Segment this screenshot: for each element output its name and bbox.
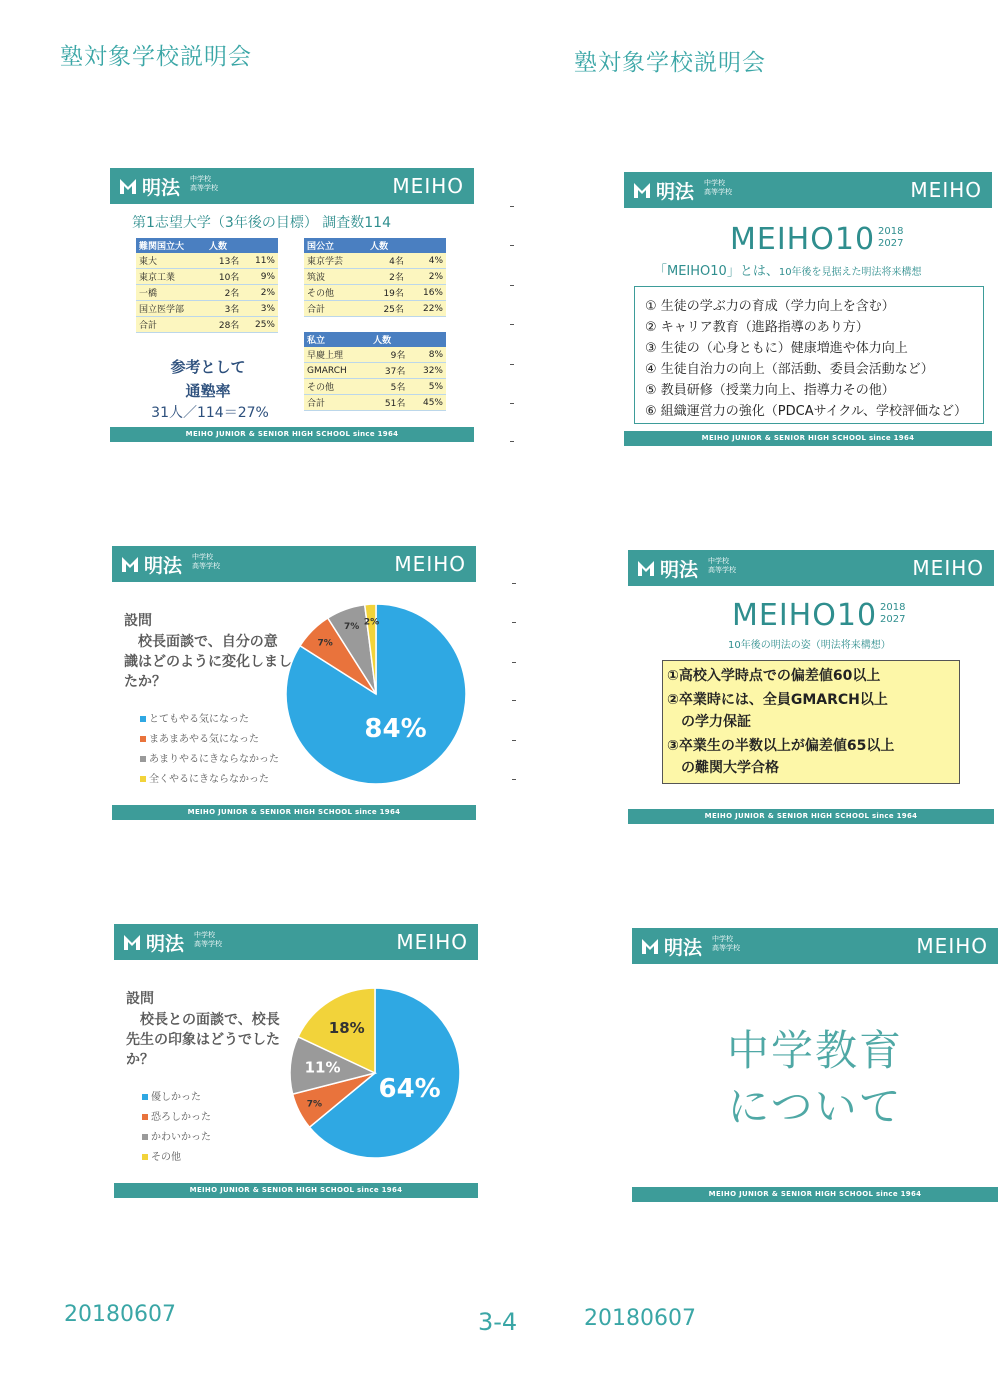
margin-tick [512,740,516,741]
meiho-logo-icon [118,176,138,196]
margin-tick [510,245,514,246]
goal-item: ⑥ 組織運営力の強化（PDCAサイクル、学校評価など） [645,404,968,419]
section-title-line1: 中学教育 [726,1026,903,1075]
table-row: 合計 28名 25% [136,317,278,333]
table-national-elite [136,238,278,333]
goal-item: ① 生徒の学ぶ力の育成（学力向上を含む） [645,299,895,314]
slide-title: 第1志望大学（3年後の目標） 調査数114 [132,215,391,231]
question-line: たか？ [124,674,166,690]
legend-item: まあまあやる気になった [140,730,259,745]
slide-footer: MEIHO JUNIOR & SENIOR HIGH SCHOOL since 1964 [114,1183,478,1198]
table-row: 早慶上理 9名 8% [304,347,446,363]
question-heading: 設問 [124,613,152,629]
pie-data-label: 18% [328,1019,365,1038]
logo-text: 明法 [144,555,183,577]
note-reference: 参考として [170,358,246,376]
slide-header [112,546,476,582]
table-header: 国公立 [304,238,367,253]
slide-footer: MEIHO JUNIOR & SENIOR HIGH SCHOOL since 1964 [632,1187,998,1202]
margin-tick [512,662,516,663]
meiho-logo-icon [632,180,652,200]
legend-item: 恐ろしかった [142,1108,211,1123]
brand-name: MEIHO [394,552,466,576]
logo-sub: 中学校 高等学校 [190,175,218,192]
table-row: その他 19名 16% [304,285,446,301]
pie-data-label: 84% [364,713,427,744]
slide-meiho10-overview [624,172,992,446]
question-line: 校長面談で、自分の意 [124,634,278,650]
table-header: 難関国立大 [136,238,206,253]
table-row: 筑波 2名 2% [304,269,446,285]
slide-header [624,172,992,208]
legend-item: 優しかった [142,1088,201,1103]
meiho-logo-icon [122,932,142,952]
margin-tick [510,403,514,404]
vision-line: ③卒業生の半数以上が偏差値65以上 [667,738,895,754]
question-line: 識はどのように変化しまし [124,654,292,670]
logo-sub: 中学校 高等学校 [194,931,222,948]
table-row: 合計 51名 45% [304,395,446,411]
slide-header [114,924,478,960]
logo-sub: 中学校 高等学校 [708,557,736,574]
meiho10-subtitle: 10年後の明法の姿（明法将来構想） [728,640,891,651]
slide-survey-impression [114,924,478,1198]
meiho10-goals-box [634,286,984,424]
table-row: 一橋 2名 2% [136,285,278,301]
footer-date-right: 20180607 [584,1306,696,1331]
table-row: 東京学芸 4名 4% [304,253,446,269]
table-row: 合計 25名 22% [304,301,446,317]
meiho10-years: 2018 2027 [878,226,904,249]
margin-tick [512,622,516,623]
vision-line: の難関大学合格 [667,760,779,776]
pie-data-label: 7% [317,638,333,649]
legend-item: とてもやる気になった [140,710,249,725]
slide-junior-high-education [632,928,998,1202]
slide-footer: MEIHO JUNIOR & SENIOR HIGH SCHOOL since 1964 [110,427,474,442]
table-header: 私立 [304,332,370,347]
table-private [304,332,446,411]
pie-data-label: 11% [304,1058,341,1077]
note-attendance: 通塾率 [185,382,231,400]
logo-text: 明法 [656,181,695,203]
logo-text: 明法 [660,559,699,581]
logo-sub: 中学校 高等学校 [712,935,740,952]
note-ratio: 31人／114＝27% [151,405,269,421]
question-heading: 設問 [126,991,154,1007]
margin-tick [510,364,514,365]
slide-footer: MEIHO JUNIOR & SENIOR HIGH SCHOOL since 1964 [628,809,994,824]
meiho10-years: 2018 2027 [880,602,906,625]
meiho10-subtitle: 「MEIHO10」とは、10年後を見据えた明法将来構想 [654,264,922,279]
question-line: か？ [126,1052,154,1068]
legend-item: その他 [142,1148,181,1163]
legend-item: かわいかった [142,1128,211,1143]
margin-tick [510,324,514,325]
section-title-line2: について [727,1082,903,1131]
logo-text: 明法 [664,937,703,959]
margin-tick [512,583,516,584]
logo-sub: 中学校 高等学校 [704,179,732,196]
meiho-logo-icon [636,558,656,578]
table-header: 人数 [367,238,446,253]
question-line: 校長との面談で、校長 [126,1012,280,1028]
slide-survey-motivation [112,546,476,820]
question-line: 先生の印象はどうでした [126,1032,280,1048]
table-row: 国立医学部 3名 3% [136,301,278,317]
slide-header [628,550,994,586]
margin-tick [510,206,514,207]
goal-item: ④ 生徒自治力の向上（部活動、委員会活動など） [645,362,934,377]
logo-sub: 中学校 高等学校 [192,553,220,570]
table-row: GMARCH 37名 32% [304,363,446,379]
vision-line: の学力保証 [667,714,751,730]
brand-name: MEIHO [392,174,464,198]
slide-meiho10-vision [628,550,994,824]
pie-data-label: 7% [306,1099,323,1110]
table-header: 人数 [370,332,446,347]
vision-line: ①高校入学時点での偏差値60以上 [667,668,881,684]
table-header: 人数 [206,238,278,253]
slide-university-targets [110,168,474,442]
meiho10-title: MEIHO10 [730,222,876,257]
table-row: その他 5名 5% [304,379,446,395]
meiho-logo-icon [640,936,660,956]
margin-tick [510,285,514,286]
brand-name: MEIHO [396,930,468,954]
page-heading-right: 塾対象学校説明会 [574,50,766,76]
pie-data-label: 7% [343,621,360,632]
footer-date-left: 20180607 [64,1302,176,1327]
goal-item: ⑤ 教員研修（授業力向上、指導力その他） [645,383,895,398]
legend-item: あまりやるにきならなかった [140,750,279,765]
legend-item: 全くやるにきならなかった [140,770,269,785]
meiho-logo-icon [120,554,140,574]
pie-data-label: 2% [363,617,380,628]
margin-tick [512,779,516,780]
logo-text: 明法 [146,933,185,955]
pie-chart [284,602,468,786]
table-row: 東大 13名 11% [136,253,278,269]
meiho10-title: MEIHO10 [732,598,878,633]
margin-tick [510,441,514,442]
vision-box [662,660,960,784]
slide-footer: MEIHO JUNIOR & SENIOR HIGH SCHOOL since 1964 [624,431,992,446]
slide-header [110,168,474,204]
brand-name: MEIHO [910,178,982,202]
goal-item: ② キャリア教育（進路指導のあり方） [645,320,869,335]
goal-item: ③ 生徒の（心身ともに）健康増進や体力向上 [645,341,908,356]
brand-name: MEIHO [912,556,984,580]
page-number: 3-4 [478,1308,518,1336]
margin-tick [512,700,516,701]
logo-text: 明法 [142,177,181,199]
vision-line: ②卒業時には、全員GMARCH以上 [667,692,888,708]
pie-chart [288,986,462,1160]
table-row: 東京工業 10名 9% [136,269,278,285]
brand-name: MEIHO [916,934,988,958]
table-public [304,238,446,317]
page-heading-left: 塾対象学校説明会 [60,44,252,70]
pie-data-label: 64% [378,1073,441,1104]
slide-footer: MEIHO JUNIOR & SENIOR HIGH SCHOOL since 1964 [112,805,476,820]
slide-header [632,928,998,964]
